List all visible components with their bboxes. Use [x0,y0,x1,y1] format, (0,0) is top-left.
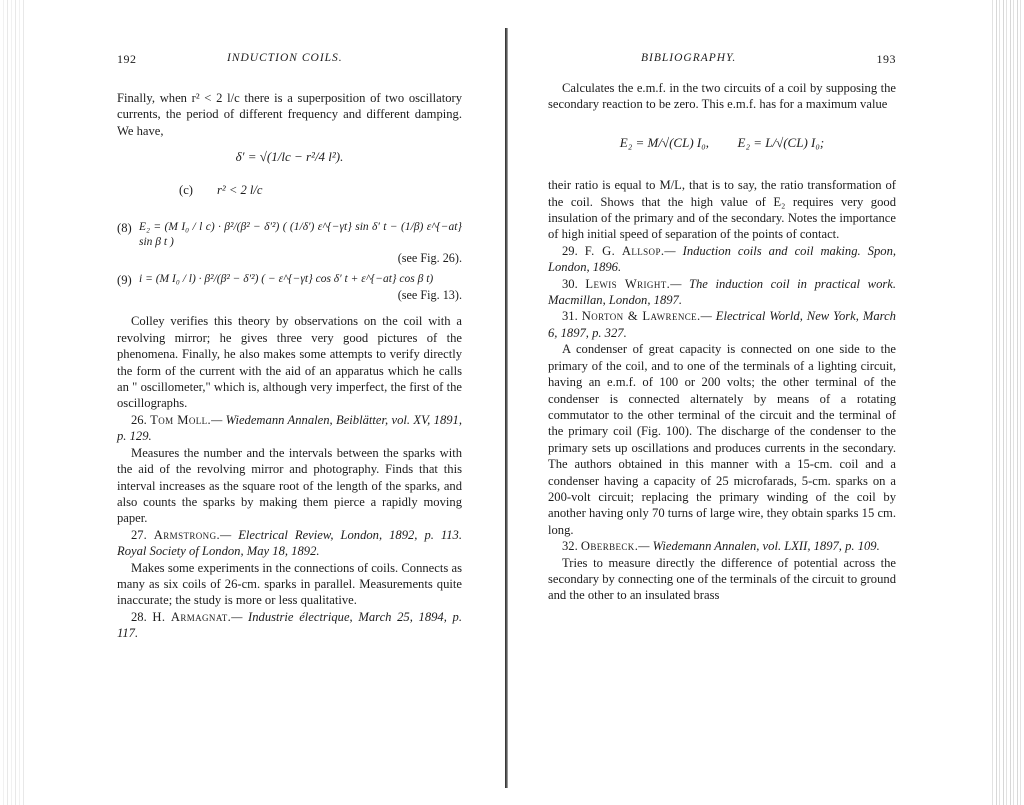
reference-source: — Industrie électrique, March 25, 1894, p. 117. [117,609,462,641]
reference-source: — Electrical World, New York, March 6, 1897, p. 327. [548,309,896,340]
reference-author: H. Armagnat. [152,609,232,624]
reference-source: — Wiedemann Annalen, Beiblätter, vol. XV, 1891, p. 129. [117,412,462,444]
reference-author: Norton & Lawrence. [581,309,701,324]
reference-30 [548,276,896,309]
paragraph: Makes some experiments in the connections of coils. Connects as many as six coils of 26-cm. sparks in parallel. Measurements quite inaccurate; the study is more or less qualitative. [117,560,462,608]
equation-e2-first: E₂ = M/√(CL) I₀, [619,134,709,150]
reference-author: Oberbeck. [580,539,639,554]
page-edge-right [990,0,1024,805]
reference-number: 31. [562,309,578,324]
case-label: (c) [179,182,193,197]
reference-source: — Wiedemann Annalen, vol. LXII, 1897, p. 109. [638,539,880,554]
equation-body: E₂ = (M I₀ / l c) · β²/(β² − δ′²) ( (1/δ′) ε^{−γt} sin δ′ t − (1/β) ε^{−at} sin β t ) [139,220,462,248]
reference-author: Lewis Wright. [585,276,671,291]
reference-number: 27. [131,527,147,542]
equation-9 [117,272,462,303]
reference-author: Armstrong. [153,527,221,542]
reference-number: 30. [562,276,578,291]
reference-author: F. G. Allsop. [584,243,665,258]
equation-8 [117,220,462,266]
paragraph: Calculates the e.m.f. in the two circuits of a coil by supposing the secondary reaction to be zero. This e.m.f. has for a maximum value [548,81,896,112]
paragraph: A condenser of great capacity is connected on one side to the primary of the coil, and to one of the terminals of a lighting circuit, having an e.m.f. of 100 or 200 volts; the other terminal of the condenser is connected alternately by means of a rotating commutator to the other terminal of the circuit and the terminal of the primary coil (Fig. 100). The discharge of the condenser to the primary sets up oscillations and produces currents in the secondary. The authors obtained in this manner with a 15-cm. coil and a condenser having a capacity of 25 microfarads, 5-cm. sparks on a 200-volt circuit; replacing the primary winding of the coil by another having only 70 turns of large wire, they obtain sparks 15 cm. long. [548,342,896,537]
paragraph: Finally, when r² < 2 l/c there is a superposition of two oscillatory currents, the period of different frequency and different damping. We have, [117,91,462,138]
running-title: BIBLIOGRAPHY. [641,52,737,64]
case-condition: r² < 2 l/c [217,182,263,197]
page-number: 192 [117,52,137,66]
paragraph: their ratio is equal to M/L, that is to say, the ratio transformation of the coil. Shows that the high value of E₂ requires very good insulation of the primary and of the secondary. Notes the importance of high initial speed of separation of the points of contact. [548,178,896,242]
reference-number: 28. [131,609,147,624]
book-gutter [505,28,508,788]
reference-source: — The induction coil in practical work. Macmillan, London, 1897. [548,276,896,308]
reference-number: 26. [131,412,147,427]
reference-31 [548,308,896,341]
equation-e2-second: E₂ = L/√(CL) I₀; [737,134,825,150]
equation-delta: δ′ = √(1/lc − r²/4 l²). [235,149,344,165]
equation-body: i = (M I₀ / l) · β²/(β² − δ′²) ( − ε^{−γt} cos δ′ t + ε^{−at} cos β t) [139,273,434,286]
figure-reference: (see Fig. 13). [397,288,462,303]
reference-author: Tom Moll. [150,412,212,427]
reference-number: 29. [562,243,578,258]
reference-28 [117,609,462,642]
reference-27 [117,527,462,560]
paragraph: Tries to measure directly the difference of potential across the secondary by connecting one of the terminals of the circuit to ground and the other to an insulated brass [548,555,896,603]
page-number: 193 [876,52,896,66]
paragraph: Measures the number and the intervals between the sparks with the aid of the revolving mirror and photography. Finds that this interval increases as the square root of the length of the sparks, and also counts the sparks by making them pierce a rapidly moving paper. [117,445,462,526]
reference-source: — Induction coils and coil making. Spon, London, 1896. [548,243,897,275]
running-title: INDUCTION COILS. [227,52,343,64]
paragraph: Colley verifies this theory by observations on the coil with a revolving mirror; he gives three very good pictures of the phenomena. Finally, he also makes some attempts to verify directly the form of the current with the aid of an apparatus which he calls an " oscillometer," which is, although very imperfect, the first of the oscillographs. [117,314,462,411]
reference-number: 32. [562,539,578,554]
left-page [117,52,462,642]
reference-source: — Electrical Review, London, 1892, p. 113. Royal Society of London, May 18, 1892. [117,527,463,559]
left-page-header [117,52,462,70]
reference-32 [548,538,896,554]
reference-29 [548,243,896,276]
equation-number: (9) [117,273,132,288]
figure-reference: (see Fig. 26). [397,250,462,265]
page-edge-left [0,0,26,805]
equation-emf [548,135,896,151]
reference-26 [117,412,462,445]
equation-number: (8) [117,220,132,235]
right-page-header [548,52,896,70]
right-page [548,52,896,604]
